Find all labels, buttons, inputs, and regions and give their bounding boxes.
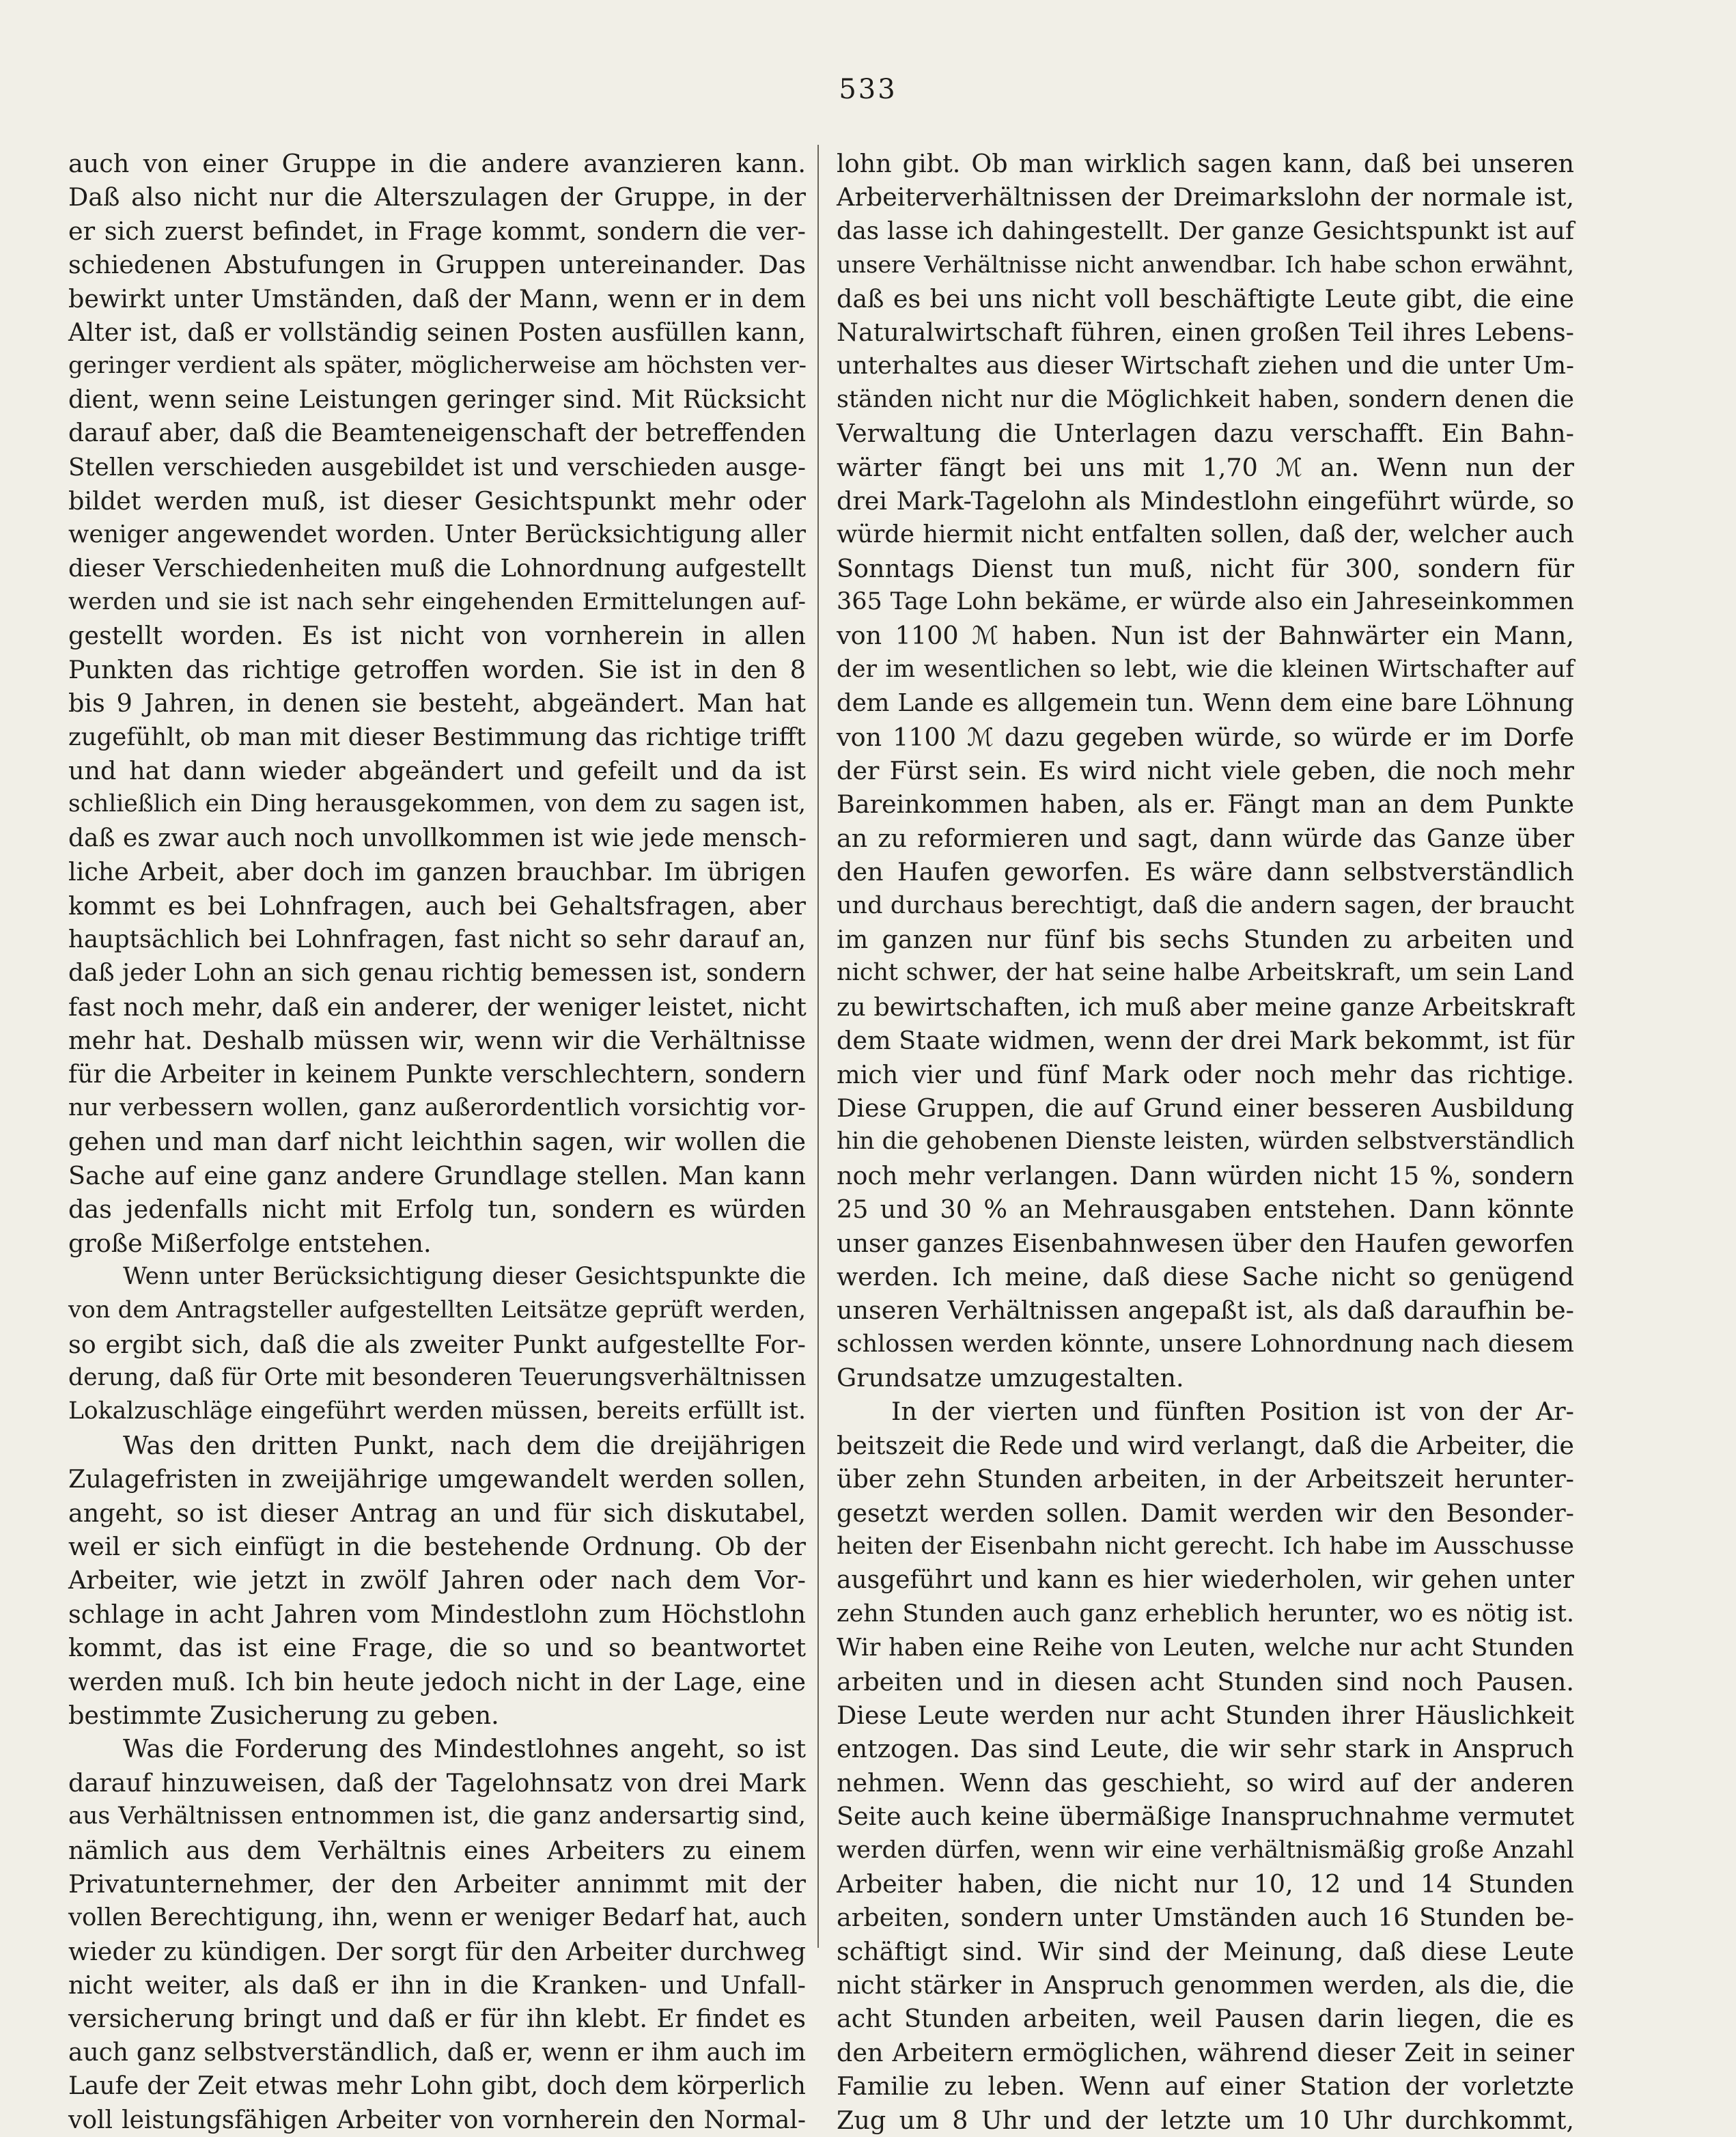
text-line: Sache auf eine ganz andere Grundlage stellen. Man kann (68, 1160, 806, 1190)
text-line: ständen nicht nur die Möglichkeit haben, sondern denen die (837, 385, 1574, 413)
text-line: voll leistungsfähigen Arbeiter von vornherein den Normal- (68, 2106, 806, 2134)
text-line: Punkten das richtige getroffen worden. Sie ist in den 8 (68, 654, 806, 684)
text-line: unser ganzes Eisenbahnwesen über den Haufen geworfen (837, 1228, 1574, 1258)
text-line: Privatunternehmer, der den Arbeiter annimmt mit der (68, 1869, 806, 1899)
left-text-column (68, 147, 806, 2137)
text-line: im ganzen nur fünf bis sechs Stunden zu arbeiten und (837, 924, 1574, 954)
text-line: werden. Ich meine, daß diese Sache nicht so genügend (837, 1261, 1574, 1291)
text-line: bis 9 Jahren, in denen sie besteht, abgeändert. Man hat (68, 688, 806, 718)
text-line: über zehn Stunden arbeiten, in der Arbeitszeit herunter- (837, 1464, 1574, 1494)
text-line: Alter ist, daß er vollständig seinen Posten ausfüllen kann, (68, 317, 806, 347)
text-line: 365 Tage Lohn bekäme, er würde also ein Jahreseinkommen (837, 588, 1574, 616)
text-line: nur verbessern wollen, ganz außerordentlich vorsichtig vor- (68, 1093, 806, 1121)
text-line: darauf hinzuweisen, daß der Tagelohnsatz von drei Mark (68, 1768, 806, 1798)
text-line: Sonntags Dienst tun muß, nicht für 300, sondern für (837, 553, 1574, 583)
text-line: den Arbeitern ermöglichen, während dieser Zeit in seiner (837, 2037, 1574, 2067)
text-line: lohn gibt. Ob man wirklich sagen kann, daß bei unseren (837, 149, 1574, 178)
text-line: dem Lande es allgemein tun. Wenn dem eine bare Löhnung (837, 689, 1574, 718)
text-line: weil er sich einfügt in die bestehende Ordnung. Ob der (68, 1532, 806, 1562)
text-line: Stellen verschieden ausgebildet ist und verschieden ausge- (68, 453, 806, 481)
text-line: arbeiten, sondern unter Umständen auch 16 Stunden be- (837, 1903, 1574, 1933)
text-line: so ergibt sich, daß die als zweiter Punkt aufgestellte For- (68, 1329, 806, 1359)
text-line: Wir haben eine Reihe von Leuten, welche nur acht Stunden (837, 1634, 1574, 1662)
text-line: bewirkt unter Umständen, daß der Mann, wenn er in dem (68, 283, 806, 313)
text-line: und durchaus berechtigt, daß die andern sagen, der braucht (837, 891, 1574, 919)
text-line: Laufe der Zeit etwas mehr Lohn gibt, doch dem körperlich (68, 2072, 806, 2101)
right-text-column (837, 147, 1574, 2137)
text-line: hauptsächlich bei Lohnfragen, fast nicht so sehr darauf an, (68, 925, 806, 953)
text-line: Was die Forderung des Mindestlohnes angeht, so ist (123, 1734, 806, 1764)
text-line: versicherung bringt und daß er für ihn klebt. Er findet es (68, 2004, 806, 2034)
text-line: gesetzt werden sollen. Damit werden wir den Besonder- (837, 1498, 1574, 1528)
text-line: der Fürst sein. Es wird nicht viele geben, die noch mehr (837, 756, 1574, 786)
text-line: gehen und man darf nicht leichthin sagen, wir wollen die (68, 1127, 806, 1157)
text-line: dieser Verschiedenheiten muß die Lohnordnung aufgestellt (68, 554, 806, 583)
page-number: 533 (839, 74, 897, 105)
text-line: den Haufen geworfen. Es wäre dann selbstverständlich (837, 857, 1574, 887)
text-line: arbeiten und in diesen acht Stunden sind noch Pausen. (837, 1666, 1574, 1696)
text-line: wärter fängt bei uns mit 1,70 ℳ an. Wenn nun der (837, 452, 1574, 482)
text-line: nämlich aus dem Verhältnis eines Arbeiters zu einem (68, 1835, 806, 1865)
text-line: drei Mark-Tagelohn als Mindestlohn eingeführt würde, so (837, 486, 1574, 516)
text-line: mich vier und fünf Mark oder noch mehr das richtige. (837, 1059, 1574, 1089)
text-line: schlage in acht Jahren vom Mindestlohn zum Höchstlohn (68, 1599, 806, 1629)
text-line: bestimmte Zusicherung zu geben. (68, 1700, 499, 1730)
text-line: angeht, so ist dieser Antrag an und für sich diskutabel, (68, 1498, 806, 1528)
text-line: er sich zuerst befindet, in Frage kommt, sondern die ver- (68, 216, 806, 246)
text-line: hin die gehobenen Dienste leisten, würden selbstverständlich (837, 1128, 1575, 1156)
text-line: Arbeiter, wie jetzt in zwölf Jahren oder nach dem Vor- (68, 1565, 806, 1595)
text-line: werden muß. Ich bin heute jedoch nicht in der Lage, eine (68, 1666, 806, 1696)
text-line: daß es zwar auch noch unvollkommen ist wie jede mensch- (68, 824, 807, 852)
text-line: Familie zu leben. Wenn auf einer Station der vorletzte (837, 2071, 1574, 2101)
text-line: zehn Stunden auch ganz erheblich herunter, wo es nötig ist. (837, 1600, 1574, 1628)
text-line: unsere Verhältnisse nicht anwendbar. Ich habe schon erwähnt, (837, 251, 1574, 279)
text-line: würde hiermit nicht entfalten sollen, daß der, welcher auch (837, 520, 1574, 549)
text-line: Seite auch keine übermäßige Inanspruchnahme vermutet (837, 1802, 1574, 1832)
text-line: von 1100 ℳ dazu gegeben würde, so würde er im Dorfe (837, 722, 1574, 752)
text-line: schiedenen Abstufungen in Gruppen untereinander. Das (68, 250, 806, 280)
text-line: der im wesentlichen so lebt, wie die kleinen Wirtschafter auf (837, 655, 1574, 683)
text-line: von dem Antragsteller aufgestellten Leitsätze geprüft werden, (68, 1296, 806, 1324)
text-line: noch mehr verlangen. Dann würden nicht 15 %, sondern (837, 1160, 1574, 1190)
text-line: gestellt worden. Es ist nicht von vornherein in allen (68, 621, 806, 651)
text-line: werden und sie ist nach sehr eingehenden Ermittelungen auf- (68, 588, 806, 616)
text-line: aus Verhältnissen entnommen ist, die ganz andersartig sind, (68, 1802, 806, 1830)
text-line: wieder zu kündigen. Der sorgt für den Arbeiter durchweg (68, 1936, 806, 1966)
text-line: von 1100 ℳ haben. Nun ist der Bahnwärter ein Mann, (837, 621, 1574, 651)
text-line: dem Staate widmen, wenn der drei Mark bekommt, ist für (837, 1026, 1575, 1056)
text-line: auch von einer Gruppe in die andere avanzieren kann. (68, 149, 806, 178)
text-line: Arbeiterverhältnissen der Dreimarkslohn der normale ist, (837, 182, 1574, 212)
text-line: nicht stärker in Anspruch genommen werden, als die, die (837, 1970, 1574, 2000)
text-line: an zu reformieren und sagt, dann würde das Ganze über (837, 823, 1574, 853)
text-line: schäftigt sind. Wir sind der Meinung, daß diese Leute (837, 1936, 1574, 1966)
column-divider (817, 145, 819, 1948)
text-line: Wenn unter Berücksichtigung dieser Gesichtspunkte die (123, 1262, 806, 1290)
text-line: das lasse ich dahingestellt. Der ganze Gesichtspunkt ist auf (837, 217, 1574, 245)
text-line: daß jeder Lohn an sich genau richtig bemessen ist, sondern (68, 959, 806, 988)
text-line: weniger angewendet worden. Unter Berücksichtigung aller (68, 520, 806, 549)
text-line: daß es bei uns nicht voll beschäftigte Leute gibt, die eine (837, 283, 1574, 313)
text-line: Zug um 8 Uhr und der letzte um 10 Uhr durchkommt, (837, 2105, 1574, 2135)
text-line: kommt es bei Lohnfragen, auch bei Gehaltsfragen, aber (68, 891, 806, 921)
text-line: unseren Verhältnissen angepaßt ist, als daß daraufhin be- (837, 1296, 1574, 1326)
text-line: das jedenfalls nicht mit Erfolg tun, sondern es würden (68, 1195, 806, 1225)
text-line: Naturalwirtschaft führen, einen großen Teil ihres Lebens- (837, 317, 1574, 347)
text-line: unterhaltes aus dieser Wirtschaft ziehen und die unter Um- (837, 352, 1574, 380)
text-line: Diese Leute werden nur acht Stunden ihrer Häuslichkeit (837, 1700, 1574, 1730)
text-line: nicht schwer, der hat seine halbe Arbeitskraft, um sein Land (837, 959, 1574, 987)
text-line: entzogen. Das sind Leute, die wir sehr stark in Anspruch (837, 1734, 1574, 1764)
text-line: nehmen. Wenn das geschieht, so wird auf der anderen (837, 1768, 1574, 1798)
text-line: schlossen werden könnte, unsere Lohnordnung nach diesem (837, 1330, 1574, 1358)
text-line: darauf aber, daß die Beamteneigenschaft der betreffenden (68, 419, 806, 448)
text-line: bildet werden muß, ist dieser Gesichtspunkt mehr oder (68, 486, 806, 516)
text-line: fast noch mehr, daß ein anderer, der weniger leistet, nicht (68, 992, 807, 1022)
text-line: auch ganz selbstverständlich, daß er, wenn er ihm auch im (68, 2038, 806, 2067)
text-line: dient, wenn seine Leistungen geringer sind. Mit Rücksicht (68, 385, 806, 414)
text-line: kommt, das ist eine Frage, die so und so beantwortet (68, 1633, 806, 1663)
text-line: ausgeführt und kann es hier wiederholen, wir gehen unter (837, 1566, 1574, 1595)
text-line: zu bewirtschaften, ich muß aber meine ganze Arbeitskraft (837, 992, 1576, 1022)
text-line: Arbeiter haben, die nicht nur 10, 12 und 14 Stunden (837, 1869, 1574, 1899)
text-line: geringer verdient als später, möglicherweise am höchsten ver- (68, 352, 807, 380)
text-line: Diese Gruppen, die auf Grund einer besseren Ausbildung (837, 1093, 1574, 1123)
text-line: Grundsatze umzugestalten. (837, 1363, 1184, 1393)
text-line: 25 und 30 % an Mehrausgaben entstehen. Dann könnte (837, 1195, 1574, 1225)
text-line: große Mißerfolge entstehen. (68, 1228, 432, 1258)
text-line: liche Arbeit, aber doch im ganzen brauchbar. Im übrigen (68, 857, 806, 887)
text-line: vollen Berechtigung, ihn, wenn er weniger Bedarf hat, auch (68, 1903, 807, 1932)
text-line: Lokalzuschläge eingeführt werden müssen, bereits erfüllt ist. (68, 1397, 806, 1425)
text-line: mehr hat. Deshalb müssen wir, wenn wir die Verhältnisse (68, 1026, 806, 1056)
text-line: nicht weiter, als daß er ihn in die Kranken- und Unfall- (68, 1970, 806, 2000)
text-line: zugefühlt, ob man mit dieser Bestimmung das richtige trifft (68, 723, 806, 751)
text-line: Verwaltung die Unterlagen dazu verschafft. Ein Bahn- (837, 419, 1574, 449)
text-line: Bareinkommen haben, als er. Fängt man an dem Punkte (837, 790, 1574, 820)
text-line: schließlich ein Ding herausgekommen, von dem zu sagen ist, (68, 790, 806, 818)
text-line: für die Arbeiter in keinem Punkte verschlechtern, sondern (68, 1060, 806, 1089)
text-line: Zulagefristen in zweijährige umgewandelt werden sollen, (68, 1464, 806, 1494)
text-line: Daß also nicht nur die Alterszulagen der Gruppe, in der (68, 182, 806, 212)
text-line: heiten der Eisenbahn nicht gerecht. Ich habe im Ausschusse (837, 1533, 1574, 1561)
text-line: Was den dritten Punkt, nach dem die dreijährigen (123, 1430, 806, 1460)
text-line: werden dürfen, wenn wir eine verhältnismäßig große Anzahl (837, 1836, 1574, 1864)
text-line: beitszeit die Rede und wird verlangt, daß die Arbeiter, die (837, 1430, 1574, 1460)
text-line: derung, daß für Orte mit besonderen Teuerungsverhältnissen (68, 1364, 807, 1392)
text-line: und hat dann wieder abgeändert und gefeilt und da ist (68, 756, 806, 786)
text-line: In der vierten und fünften Position ist von der Ar- (891, 1397, 1574, 1427)
text-line: acht Stunden arbeiten, weil Pausen darin liegen, die es (837, 2004, 1574, 2034)
